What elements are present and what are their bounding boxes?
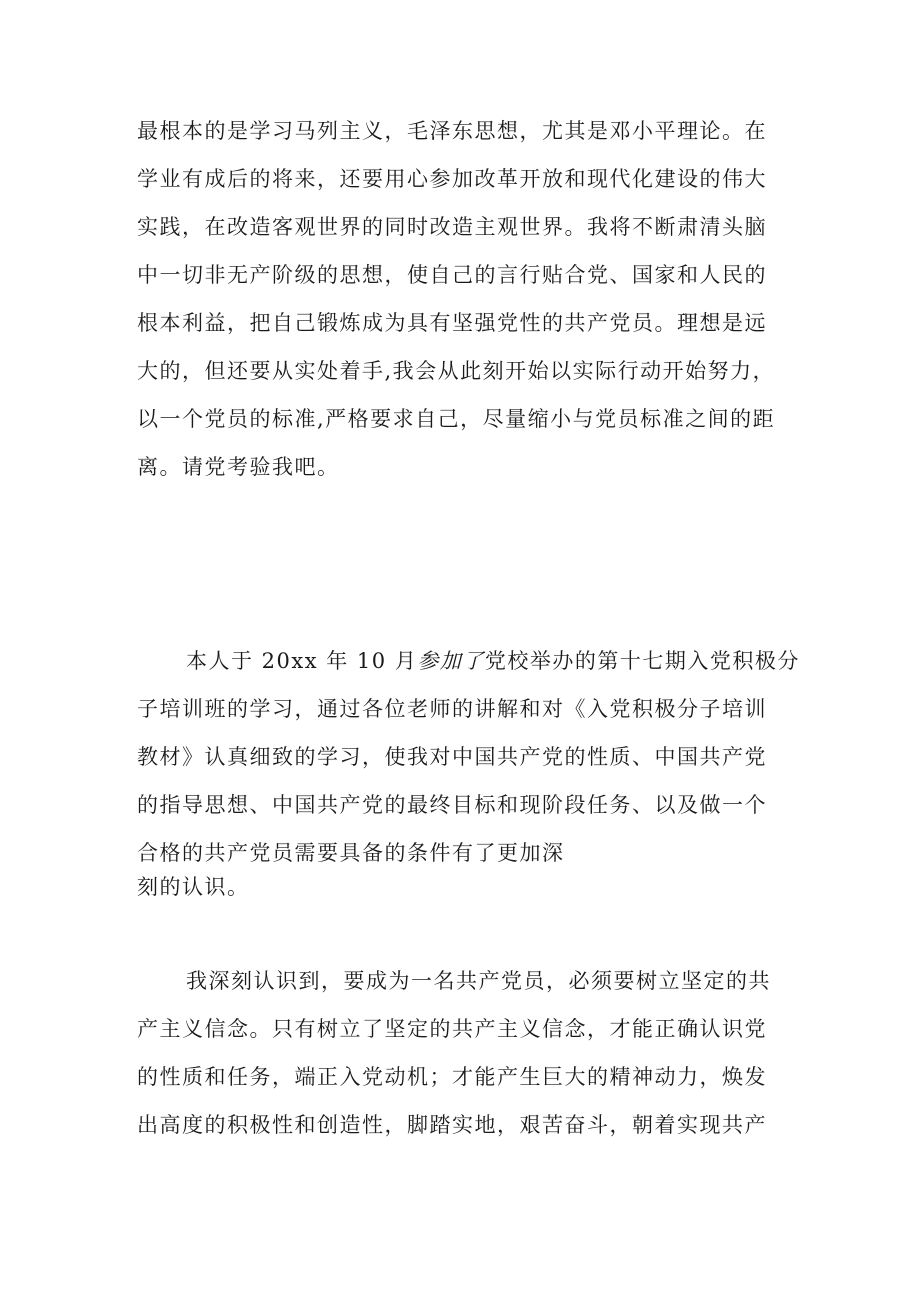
paragraph-2-line: 合格的共产党员需要具备的条件有了更加深: [137, 841, 565, 865]
paragraph-1-line: 中一切非无产阶级的思想，使自己的言行贴合党、国家和人民的: [137, 263, 767, 287]
paragraph-2-text: 党校举办的第十七期入党积极分: [484, 649, 800, 673]
paragraph-2-first-line: [186, 647, 800, 675]
paragraph-3-line: 产主义信念。只有树立了坚定的共产主义信念，才能正确认识党: [137, 1017, 767, 1041]
paragraph-2-line: 刻的认识。: [137, 875, 250, 899]
paragraph-2-line: 教材》认真细致的学习，使我对中国共产党的性质、中国共产党: [137, 745, 767, 769]
paragraph-2-text: 本人于 20xx 年 10 月: [186, 649, 418, 673]
paragraph-2-line: 子培训班的学习，通过各位老师的讲解和对《入党积极分子培训: [137, 697, 767, 721]
paragraph-1-line: 大的，但还要从实处着手,我会从此刻开始以实际行动开始努力，: [137, 359, 776, 383]
paragraph-3-line: 出高度的积极性和创造性，脚踏实地，艰苦奋斗，朝着实现共产: [137, 1113, 767, 1137]
paragraph-1-line: 离。请党考验我吧。: [137, 455, 340, 479]
paragraph-1-line: 根本利益，把自己锻炼成为具有坚强党性的共产党员。理想是远: [137, 311, 767, 335]
paragraph-1-line: 实践，在改造客观世界的同时改造主观世界。我将不断肃清头脑: [137, 215, 767, 239]
paragraph-2-italic-text: 参加了: [417, 649, 485, 673]
paragraph-2-line: 的指导思想、中国共产党的最终目标和现阶段任务、以及做一个: [137, 793, 767, 817]
paragraph-1-line: 以一个党员的标准,严格要求自己，尽量缩小与党员标准之间的距: [137, 407, 776, 431]
paragraph-3-first-line: 我深刻认识到，要成为一名共产党员，必须要树立坚定的共: [186, 969, 771, 993]
paragraph-3-line: 的性质和任务，端正入党动机；才能产生巨大的精神动力，焕发: [137, 1065, 767, 1089]
paragraph-1-line: 学业有成后的将来，还要用心参加改革开放和现代化建设的伟大: [137, 167, 767, 191]
paragraph-1-line: 最根本的是学习马列主义，毛泽东思想，尤其是邓小平理论。在: [137, 119, 767, 143]
